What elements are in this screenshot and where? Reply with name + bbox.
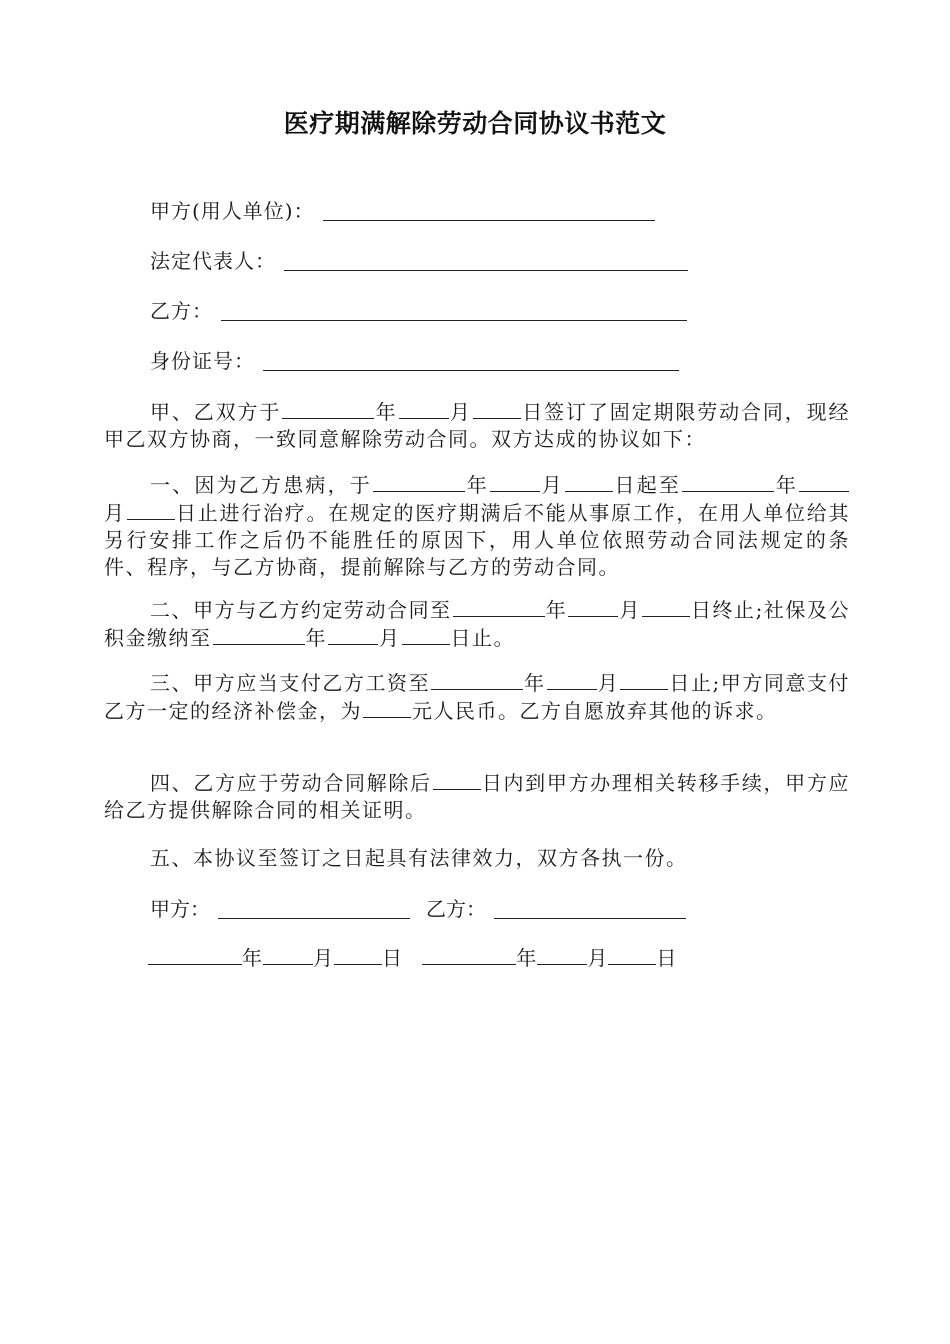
party-b-date-year-label: 年 [516,946,538,970]
item-1-text-2: 年 [466,473,489,497]
item-5-text-1: 五、本协议至签订之日起具有法律效力，双方各执一份。 [150,846,688,870]
item-1-text-7: 日止进行治疗。在规定的医疗期满后不能从事原工作，在用人单位给其另行安排工作之后仍不能胜任的原因下，用人单位依照劳动合同法规定的条件、程序，与乙方协商，提前解除与乙方的劳动合同。 [104,501,850,579]
sign-year-blank[interactable] [282,398,374,419]
sign-day-blank[interactable] [473,398,521,419]
legal-rep-blank[interactable] [284,248,688,271]
document-title: 医疗期满解除劳动合同协议书范文 [283,109,667,138]
item-2-text-1: 二、甲方与乙方约定劳动合同至 [150,598,452,622]
legal-rep-label: 法定代表人： [150,249,276,273]
intro-text-1: 甲、乙双方于 [150,400,282,424]
treatment-end-day-blank[interactable] [127,499,175,520]
party-a-date-day-label: 日 [382,946,403,970]
intro-text-3: 月 [449,400,472,424]
compensation-amount-blank[interactable] [363,697,411,718]
item-3-text-1: 三、甲方应当支付乙方工资至 [150,671,431,695]
item-4-text-1: 四、乙方应于劳动合同解除后 [150,771,432,795]
item-5-paragraph [104,845,850,872]
item-3-paragraph [104,669,850,725]
party-a-date-year-label: 年 [242,946,263,970]
item-3-text-3: 月 [597,671,620,695]
insurance-end-year-blank[interactable] [213,624,305,645]
item-2-paragraph [104,596,850,652]
party-a-field [150,196,655,226]
party-a-date-month-blank[interactable] [263,942,313,965]
signature-row [150,894,686,924]
treatment-start-day-blank[interactable] [565,471,613,492]
treatment-end-month-blank[interactable] [799,471,849,492]
item-2-text-2: 年 [545,598,568,622]
item-1-text-6: 月 [104,501,126,525]
intro-text-4: 日签订了固定期限劳动合同，现经甲乙双方协商，一致同意解除劳动合同。双方达成的协议如下： [104,400,851,451]
item-1-text-1: 一、因为乙方患病，于 [150,473,372,497]
treatment-start-month-blank[interactable] [490,471,540,492]
treatment-end-year-blank[interactable] [682,471,774,492]
party-b-date-day-label: 日 [656,946,678,970]
party-b-date-year-blank[interactable] [422,942,516,965]
item-1-text-4: 日起至 [613,473,682,497]
signature-party-b-label: 乙方： [426,897,486,921]
item-4-paragraph [104,769,850,824]
legal-rep-field [150,246,688,276]
item-2-text-4: 日终止;社保及公积金缴纳至 [104,598,851,650]
item-4-text-2: 日内到甲方办理相关转移手续，甲方应给乙方提供解除合同的相关证明。 [104,771,851,822]
item-2-text-7: 日止。 [450,626,515,650]
intro-paragraph [104,398,850,453]
signature-party-a-label: 甲方： [150,897,210,921]
party-a-label: 甲方(用人单位)： [150,199,315,223]
id-number-blank[interactable] [263,348,679,371]
item-1-paragraph [104,471,850,581]
party-a-date-day-blank[interactable] [334,942,382,965]
insurance-end-month-blank[interactable] [328,624,378,645]
item-2-text-6: 月 [379,626,401,650]
party-b-date-month-label: 月 [587,946,609,970]
contract-end-year-blank[interactable] [453,596,545,617]
signature-party-a-blank[interactable] [218,896,410,919]
sign-month-blank[interactable] [399,398,449,419]
contract-end-day-blank[interactable] [642,596,690,617]
party-a-date-month-label: 月 [313,946,334,970]
insurance-end-day-blank[interactable] [402,624,450,645]
intro-text-2: 年 [375,400,398,424]
item-1-text-3: 月 [540,473,564,497]
signature-date-row [148,942,677,973]
party-b-label: 乙方： [150,299,213,323]
item-3-text-4: 日止;甲方同意支付乙方一定的经济补偿金，为 [104,671,851,723]
signature-party-b-blank[interactable] [494,896,686,919]
treatment-start-year-blank[interactable] [373,471,465,492]
contract-end-month-blank[interactable] [568,596,618,617]
party-a-date-year-blank[interactable] [148,942,242,965]
transfer-days-blank[interactable] [433,769,481,790]
party-b-field [150,296,687,326]
id-number-label: 身份证号： [150,349,255,373]
salary-end-month-blank[interactable] [547,669,597,690]
party-b-date-day-blank[interactable] [608,942,656,965]
party-b-date-month-blank[interactable] [537,942,587,965]
item-3-text-2: 年 [524,671,546,695]
salary-end-day-blank[interactable] [620,669,668,690]
salary-end-year-blank[interactable] [431,669,523,690]
party-b-blank[interactable] [221,298,687,321]
item-1-text-5: 年 [775,473,799,497]
item-2-text-3: 月 [619,598,641,622]
party-a-blank[interactable] [323,198,655,221]
item-2-text-5: 年 [305,626,327,650]
id-number-field [150,346,679,376]
item-3-text-5: 元人民币。乙方自愿放弃其他的诉求。 [412,699,778,723]
